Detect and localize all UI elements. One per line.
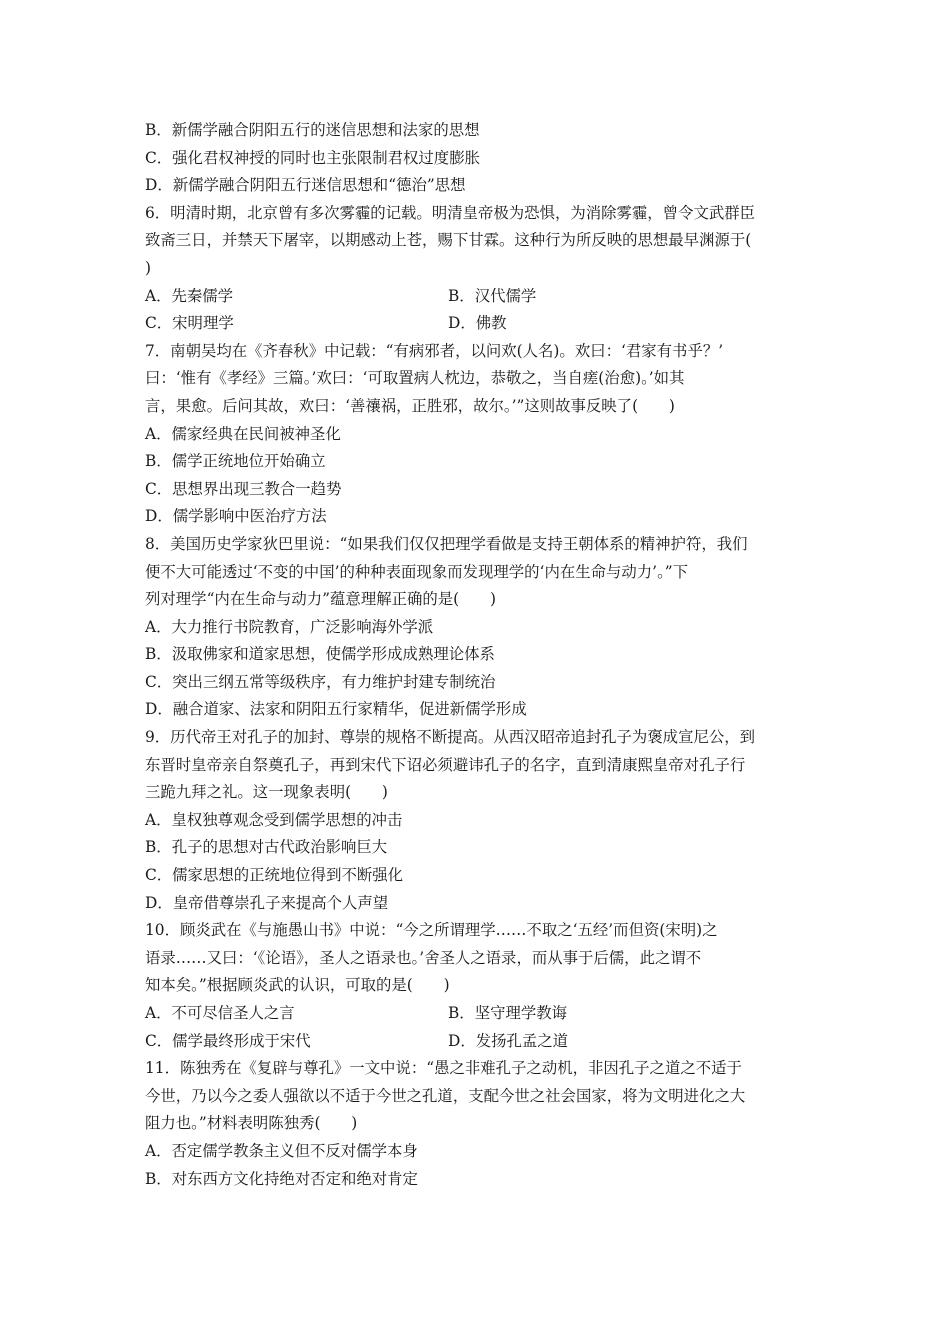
q10-option-a: A．不可尽信圣人之言 xyxy=(145,1004,295,1022)
q10-stem-line-1: 10．顾炎武在《与施愚山书》中说：“今之所谓理学……不取之‘五经’而但资(宋明)之 xyxy=(145,921,718,940)
q11-stem-line-3: 阻力也。”材料表明陈独秀( ) xyxy=(145,1114,358,1133)
q8-stem-line-1: 8．美国历史学家狄巴里说：“如果我们仅仅把理学看做是支持王朝体系的精神护符，我们 xyxy=(145,534,748,553)
q6-options-row-1 xyxy=(145,283,810,311)
q6-stem-line-3: ) xyxy=(145,258,152,277)
q6-options-row-2 xyxy=(145,310,810,338)
exam-page xyxy=(145,117,810,1193)
q7-option-d: D．儒学影响中医治疗方法 xyxy=(145,507,327,526)
q8-stem-line-3: 列对理学“内在生命与动力”蕴意理解正确的是( ) xyxy=(145,590,496,609)
q10-stem-line-2: 语录……又曰：‘《论语》，圣人之语录也。’舍圣人之语录，而从事于后儒，此之谓不 xyxy=(145,948,702,967)
q6-stem-line-1: 6．明清时期，北京曾有多次雾霾的记载。明清皇帝极为恐惧，为消除雾霾，曾令文武群臣 xyxy=(145,203,756,222)
q9-stem-line-3: 三跪九拜之礼。这一现象表明( ) xyxy=(145,783,388,802)
q7-stem-line-2: 曰：‘惟有《孝经》三篇。’欢曰：‘可取置病人枕边，恭敬之，当自瘥(治愈)。’如其 xyxy=(145,369,685,388)
q9-stem-line-2: 东晋时皇帝亲自祭奠孔子，再到宋代下诏必须避讳孔子的名字，直到清康熙皇帝对孔子行 xyxy=(145,755,746,774)
q9-option-d: D．皇帝借尊崇孔子来提高个人声望 xyxy=(145,893,389,912)
q11-option-b: B．对东西方文化持绝对否定和绝对肯定 xyxy=(145,1169,418,1188)
q10-options-row-2 xyxy=(145,1028,810,1056)
q6-stem-line-2: 致斋三日，并禁天下屠宰，以期感动上苍，赐下甘霖。这种行为所反映的思想最早渊源于( xyxy=(145,231,752,250)
q10-option-d: D．发扬孔孟之道 xyxy=(448,1031,569,1050)
q6-option-d: D．佛教 xyxy=(448,314,507,333)
q9-option-b: B．孔子的思想对古代政治影响巨大 xyxy=(145,838,388,857)
q5-option-b: B．新儒学融合阴阳五行的迷信思想和法家的思想 xyxy=(145,121,480,139)
q11-stem-line-1: 11．陈独秀在《复辟与尊孔》一文中说：“愚之非难孔子之动机，非因孔子之道之不适于 xyxy=(145,1059,742,1078)
q9-option-c: C．儒家思想的正统地位得到不断强化 xyxy=(145,866,404,885)
q6-option-c: C．宋明理学 xyxy=(145,314,234,333)
q9-option-a: A．皇权独尊观念受到儒学思想的冲击 xyxy=(145,810,403,829)
q10-option-b: B．坚守理学教诲 xyxy=(448,1004,568,1022)
q5-option-d: D．新儒学融合阴阳五行迷信思想和“德治”思想 xyxy=(145,176,466,195)
q9-stem-line-1: 9．历代帝王对孔子的加封、尊崇的规格不断提高。从西汉昭帝追封孔子为褒成宣尼公，到 xyxy=(145,728,756,747)
q10-options-row-1 xyxy=(145,1000,810,1028)
q7-stem-line-3: 言，果愈。后问其故，欢曰：‘善禳祸，正胜邪，故尔。’”这则故事反映了( ) xyxy=(145,396,675,415)
q6-option-b: B．汉代儒学 xyxy=(448,286,537,305)
q7-option-b: B．儒学正统地位开始确立 xyxy=(145,452,326,471)
q8-option-d: D．融合道家、法家和阴阳五行家精华，促进新儒学形成 xyxy=(145,700,527,719)
q10-option-c: C．儒学最终形成于宋代 xyxy=(145,1031,311,1050)
q11-option-a: A．否定儒学教条主义但不反对儒学本身 xyxy=(145,1141,418,1160)
q7-option-c: C．思想界出现三教合一趋势 xyxy=(145,479,342,498)
q11-stem-line-2: 今世，乃以今之委人强欲以不适于今世之孔道，支配今世之社会国家，将为文明进化之大 xyxy=(145,1086,746,1105)
q5-option-c: C．强化君权神授的同时也主张限制君权过度膨胀 xyxy=(145,148,480,167)
q10-stem-line-3: 知本矣。”根据顾炎武的认识，可取的是( ) xyxy=(145,976,450,995)
q7-option-a: A．儒家经典在民间被神圣化 xyxy=(145,424,341,443)
q8-stem-line-2: 便不大可能透过‘不变的中国’的种种表面现象而发现理学的‘内在生命与动力’。”下 xyxy=(145,562,689,581)
q8-option-b: B．汲取佛家和道家思想，使儒学形成成熟理论体系 xyxy=(145,645,495,664)
q8-option-a: A．大力推行书院教育，广泛影响海外学派 xyxy=(145,617,434,636)
q6-option-a: A．先秦儒学 xyxy=(145,286,234,305)
q7-stem-line-1: 7．南朝吴均在《齐春秋》中记载：“有病邪者，以问欢(人名)。欢曰：‘君家有书乎？’ xyxy=(145,341,724,360)
q8-option-c: C．突出三纲五常等级秩序，有力维护封建专制统治 xyxy=(145,672,496,691)
